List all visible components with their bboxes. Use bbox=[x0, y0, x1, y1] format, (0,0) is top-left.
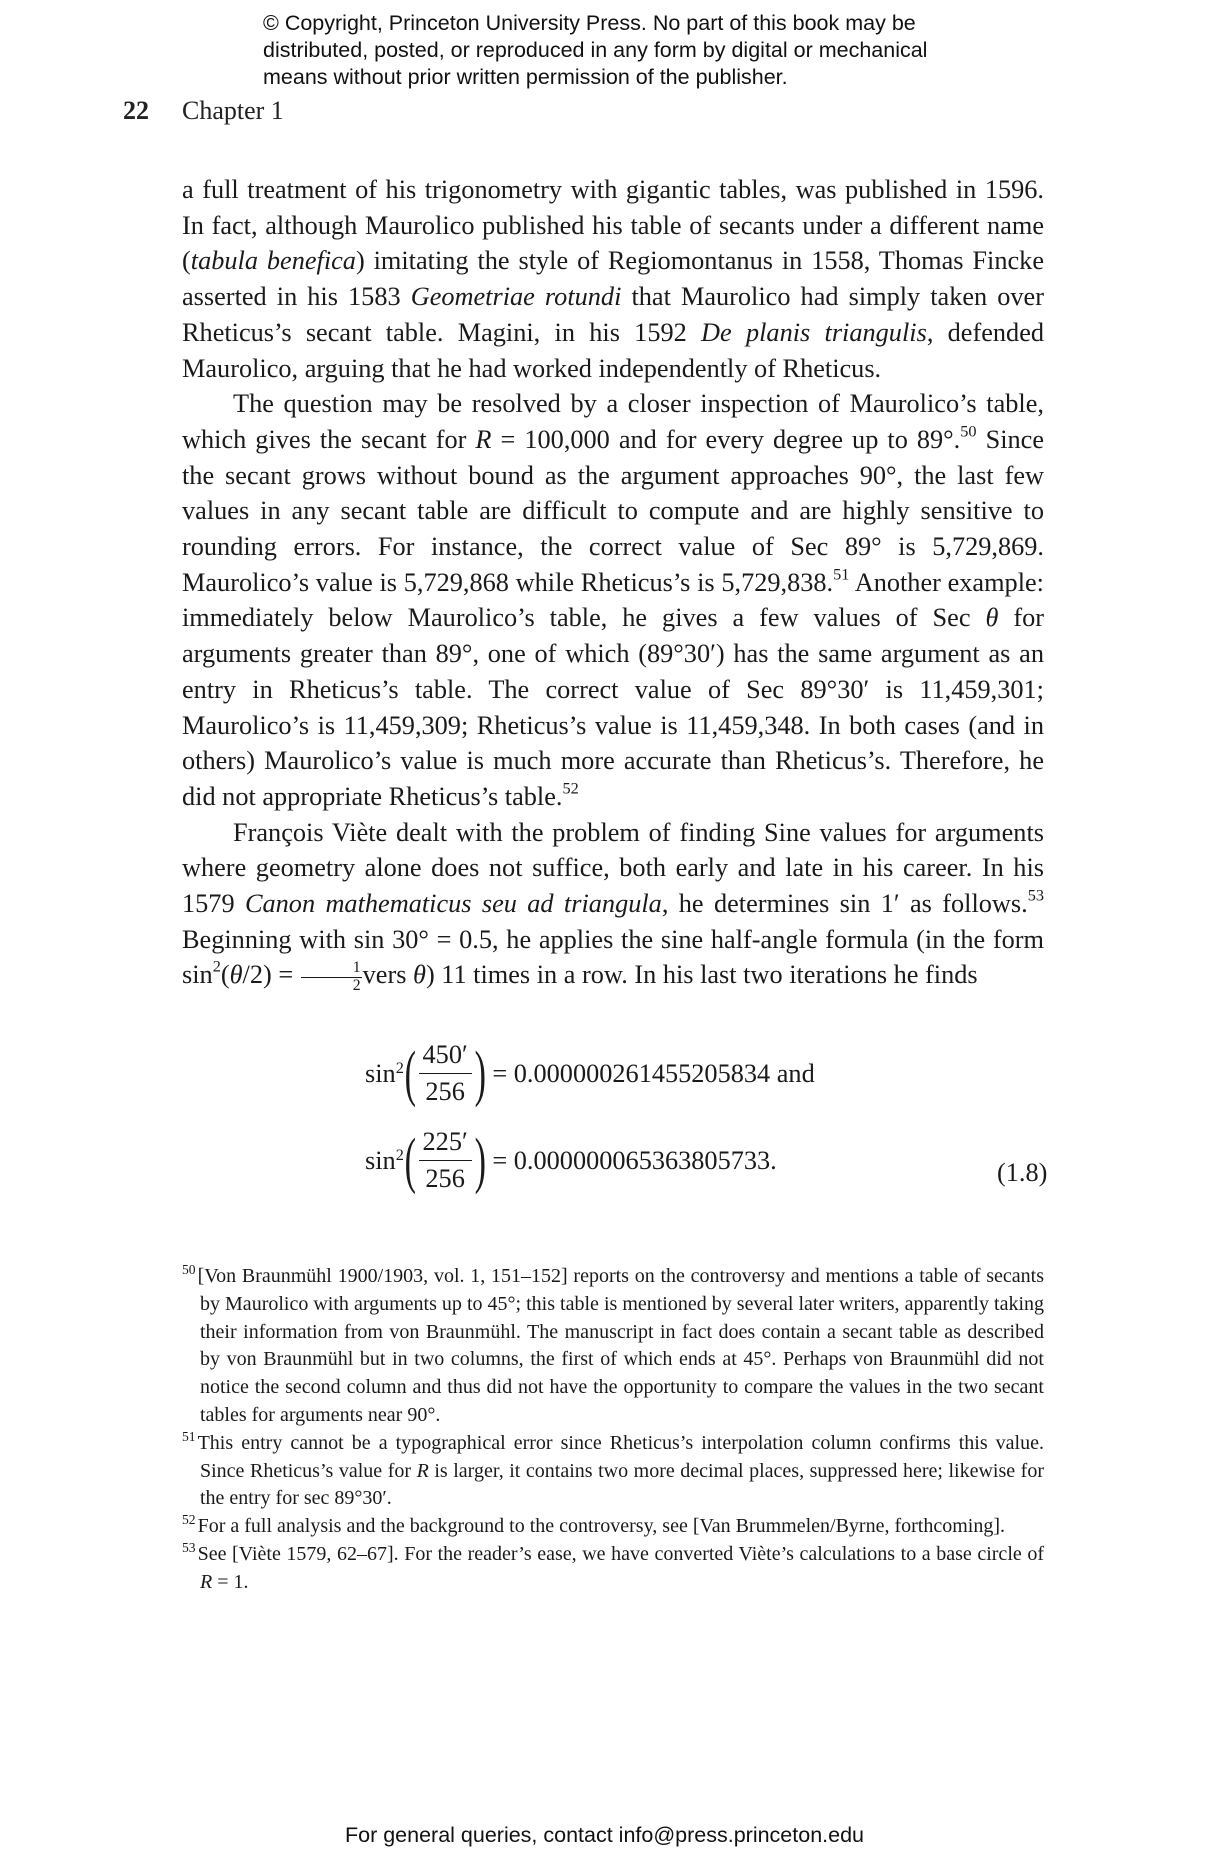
footnote-53: $^{53}$ See [Viète 1579, 62–67]. For the reader’s ease, we have converted Viète’s calculations to a base circle of R = 1. bbox=[182, 1539, 1044, 1593]
equation-function: $\sin^2$ bbox=[365, 1144, 404, 1175]
right-paren: ) bbox=[474, 1039, 486, 1108]
footnotes bbox=[182, 1263, 1044, 1597]
left-paren: ( bbox=[404, 1039, 416, 1108]
footnote-mark: 51 bbox=[182, 1428, 196, 1444]
paragraph-3: François Viète dealt with the problem of finding Sine values for arguments where geometry alone does not suffice, both early and late in his career. In his 1579 Canon mathematicus seu ad triangula, he determines sin 1′ as follows.$^{53}$ Beginning with sin 30° = 0.5, he applies the sine half-angle formula (in the form $\sin^2(\theta/2)$ = $\frac{1}{2}$ vers θ) 11 times in a row. In his last two iterations he finds bbox=[182, 817, 1045, 994]
math-variable: θ bbox=[413, 960, 426, 990]
main-text bbox=[182, 172, 1044, 995]
footnote-mark: 53 bbox=[182, 1539, 196, 1555]
copyright-notice bbox=[263, 10, 1023, 91]
footnote-ref[interactable]: 50 bbox=[960, 421, 977, 441]
paragraph-2: The question may be resolved by a closer inspection of Maurolico’s table, which gives the secant for R = 100,000 and for every degree up to 89°.$^{50}$ Since the secant grows without bound as the argument approaches 90°, the last few values in any secant table are difficult to compute and are highly sensitive to rounding errors. For instance, the correct value of Sec 89° is 5,729,869. Maurolico’s value is 5,729,868 while Rheticus’s is 5,729,838.51 Another example: immediately below Maurolico’s table, he gives a few values of Sec θ for arguments greater than 89°, one of which (89°30′) has the same argument as an entry in Rheticus’s table. The correct value of Sec 89°30′ is 11,459,301; Maurolico’s is 11,459,309; Rheticus’s value is 11,459,348. In both cases (and in others) Maurolico’s value is much more accurate than Rheticus’s. Therefore, he did not appropriate Rheticus’s table.$^{52}$ bbox=[182, 389, 1045, 811]
copyright-line: means without prior written permission of the publisher. bbox=[263, 65, 788, 89]
equation-fraction: $\frac{225'}{256}$ bbox=[419, 1127, 472, 1194]
left-paren: ( bbox=[404, 1126, 416, 1195]
chapter-label: Chapter 1 bbox=[182, 96, 284, 125]
math-variable: R bbox=[200, 1570, 213, 1593]
equation-1 bbox=[365, 1040, 815, 1107]
italic-title: De planis triangulis bbox=[701, 317, 927, 347]
equation-value: = 0.000000065363805733. bbox=[492, 1145, 777, 1175]
page-number: 22 bbox=[123, 96, 149, 125]
footnote-mark: 50 bbox=[182, 1261, 196, 1277]
equation-fraction: $\frac{450'}{256}$ bbox=[419, 1040, 472, 1107]
italic-title: tabula benefica bbox=[190, 246, 356, 276]
equation-value: = 0.000000261455205834 and bbox=[492, 1058, 815, 1088]
footnote-mark: 52 bbox=[182, 1512, 196, 1528]
math-exponent: 2 bbox=[212, 957, 221, 977]
equation-number: (1.8) bbox=[997, 1158, 1048, 1187]
right-paren: ) bbox=[474, 1126, 486, 1195]
footnote-ref[interactable]: 53 bbox=[1027, 885, 1045, 905]
equation-function: $\sin^2$ bbox=[365, 1057, 404, 1088]
footnote-51: $^{51}$ This entry cannot be a typographical error since Rheticus’s interpolation column confirms this value. Since Rheticus’s value for R is larger, it contains two more decimal places, suppressed here; likewise for the entry for sec 89°30′. bbox=[182, 1428, 1044, 1510]
copyright-line: © Copyright, Princeton University Press. No part of this book may be bbox=[263, 11, 916, 35]
inline-fraction: $\frac{1}{2}$ bbox=[301, 960, 362, 994]
italic-title: Geometriae rotundi bbox=[410, 282, 622, 312]
copyright-line: distributed, posted, or reproduced in any form by digital or mechanical bbox=[263, 38, 928, 62]
math-variable: θ bbox=[985, 603, 999, 633]
footnote-ref[interactable]: 51 bbox=[833, 564, 850, 584]
paragraph-1: a full treatment of his trigonometry with gigantic tables, was published in 1596. In fact, although Maurolico published his table of secants under a different name (tabula benefica) imitating the style of Regiomontanus in 1558, Thomas Fincke asserted in his 1583 Geometriae rotundi that Maurolico had simply taken over Rheticus’s secant table. Magini, in his 1592 De planis triangulis, defended Maurolico, arguing that he had worked independently of Rheticus. bbox=[182, 175, 1045, 383]
math-variable: θ bbox=[229, 960, 243, 990]
italic-title: Canon mathematicus seu ad triangula bbox=[244, 889, 662, 919]
footnote-ref[interactable]: 52 bbox=[562, 778, 579, 798]
math-variable: R bbox=[475, 424, 492, 454]
math-variable: R bbox=[416, 1459, 429, 1482]
footer-contact: For general queries, contact info@press.princeton.edu bbox=[345, 1823, 865, 1847]
footnote-50: $^{50}$ [Von Braunmühl 1900/1903, vol. 1, 151–152] reports on the controversy and mentions a table of secants by Maurolico with arguments up to 45°; this table is mentioned by several later writers, apparently taking their information from von Braunmühl. The manuscript in fact does contain a secant table as described by von Braunmühl but in two columns, the first of which ends at 45°. Perhaps von Braunmühl did not notice the second column and thus did not have the opportunity to compare the values in the two secant tables for arguments near 90°. bbox=[182, 1261, 1044, 1426]
equation-2 bbox=[365, 1127, 777, 1194]
footnote-52: $^{52}$ For a full analysis and the background to the controversy, see [Van Brummelen/Byrne, forthcoming]. bbox=[182, 1512, 1005, 1538]
